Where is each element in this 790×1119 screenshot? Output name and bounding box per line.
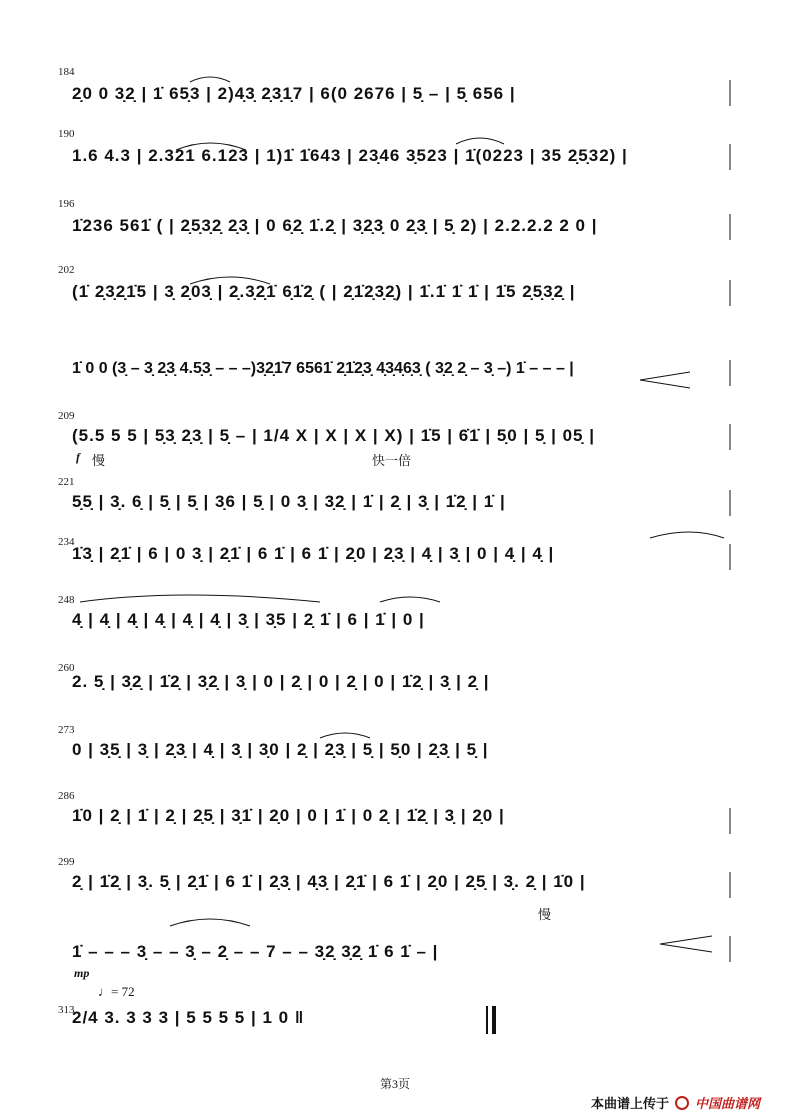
notation-line: 2. 5̣ | 3̣2̣ | 1̇2̣ | 3̣2̣ | 3̣ | 0 | 2̣ | 0 | 2̣ | 0 | 1̇2̣ | 3̣ | 2̣ | [72,672,490,691]
notation-line: 1̇3̣ | 2̣1̇ | 6 | 0 3̣ | 2̣1̇ | 6 1̇ | 6 1̇ | 2̣0 | 2̣3̣ | 4̣ | 3̣ | 0 | 4̣ | 4̣ | [72,544,555,563]
measure-number: 209 [58,410,75,422]
notation-line: 5̣5̣ | 3̣. 6̣ | 5̣ | 5̣ | 3̣6 | 5̣ | 0 3̣ | 3̣2̣ | 1̇ | 2̣ | 3̣ | 1̇2̣ | 1̇ | [72,492,506,511]
notation-line: 2/4 3. 3 3 3 | 5 5 5 5 | 1 0 ‖ [72,1008,305,1027]
measure-number: 190 [58,128,75,140]
site-name: 中国曲谱网 [694,1096,760,1111]
measure-number: 248 [58,594,75,606]
hairpin [640,372,690,388]
hairpin [660,936,712,952]
notation-line: 0 | 3̣5̣ | 3̣ | 2̣3̣ | 4̣ | 3̣ | 3̣0 | 2̣ | 2̣3̣ | 5̣ | 5̣0 | 2̣3̣ | 5̣ | [72,740,489,759]
page-number: 第3页 [379,1077,410,1091]
upload-note: 本曲谱上传于 [590,1096,669,1111]
slur [380,597,440,602]
notation-line: 1̇ 0 0 (3̣ – 3̣ 2̣3̣ 4.5̣3̣ – – –)3̣2̣1̇7 6561̇ 2̣1̇2̣3̣ 4̣3̣4̣6̣3̣ ( 3̣2̣ 2̣ – 3̣ –) 1̇ – – – | [72,360,574,377]
notation-line: 2̣ | 1̇2̣ | 3̣. 5̣ | 2̣1̇ | 6 1̇ | 2̣3̣ | 4̣3̣ | 2̣1̇ | 6 1̇ | 2̣0 | 2̣5̣ | 3̣. 2̣ | 1̇0 | [72,872,586,891]
slur [176,143,246,150]
notation-line: 1̇ – – – 3̣ – – 3̣ – 2̣ – – 7 – – 3̣2̣ 3̣2̣ 1̇ 6 1̇ – | [72,942,439,961]
notation-line: 2̣0 0 3̣2̣ | 1̇ 65̣3 | 2)4̣3̣ 2̣3̣1̣7 | 6(0 2676 | 5̣ – | 5̣ 656 | [72,84,516,103]
dynamic-mezzo-piano: mp [74,966,90,980]
final-barline-thick [492,1006,496,1034]
final-barline-thin [486,1006,488,1034]
slur [80,595,320,602]
notation-line: 1̇236 561̇ ( | 2̣5̣3̣2̣ 2̣3̣ | 0 6̣2̣ 1̇.2̣ | 3̣2̣3̣ 0 2̣3̣ | 5̣ 2) | 2.2.2.2 2 0 | [72,216,598,235]
annotation-slow: 慢 [92,453,106,468]
slur [170,919,250,926]
dynamic-forte: f [76,450,80,464]
notation-line: 1.6 4.3 | 2.321 6.123 | 1)1̇ 1̇643 | 23̣46 3̣523 | 1̇(0223 | 35 2̣5̣32) | [72,146,628,165]
notation-line: 1̇0 | 2̣ | 1̇ | 2̣ | 2̣5̣ | 3̣1̇ | 2̣0 | 0 | 1̇ | 0 2̣ | 1̇2̣ | 3̣ | 2̣0 | [72,806,505,825]
notation-line: (1̇ 2̣3̣2̣1̇5 | 3̣ 2̣03̣ | 2̣.3̣2̣1̇ 6̣1̇2̣ ( | 2̣1̇2̣3̣2̣) | 1̇.1̇ 1̇ 1̇ | 1̇5 2̣5̣3̣2̣ | [72,282,576,301]
slur [650,532,724,538]
slur [190,77,230,82]
notation-line: 4̣ | 4̣ | 4̣ | 4̣ | 4̣ | 4̣ | 3̣ | 3̣5 | 2̣ 1̇ | 6 | 1̇ | 0 | [72,610,425,629]
measure-number: 196 [58,198,75,210]
measure-number: 184 [58,66,75,78]
measure-number: 202 [58,264,75,276]
measure-number: 273 [58,724,75,736]
annotation-slow: 慢 [538,907,552,922]
measure-number: 313 [58,1004,75,1016]
tempo-marking: ♩= 72 [98,984,135,999]
measure-number: 299 [58,856,75,868]
annotation-faster: 快一倍 [372,453,412,468]
slur [320,733,370,738]
slur [190,277,270,284]
measure-number: 221 [58,476,75,488]
notation-line: (5.5 5 5 | 5̣3̣ 2̣3̣ | 5̣ – | 1/4 X | X | X | X) | 1̇5 | 6̇1̇ | 5̣0 | 5̣ | 05̣ | [72,426,595,445]
measure-number: 234 [58,536,75,548]
measure-number: 286 [58,790,75,802]
measure-number: 260 [58,662,75,674]
slur [456,138,504,144]
